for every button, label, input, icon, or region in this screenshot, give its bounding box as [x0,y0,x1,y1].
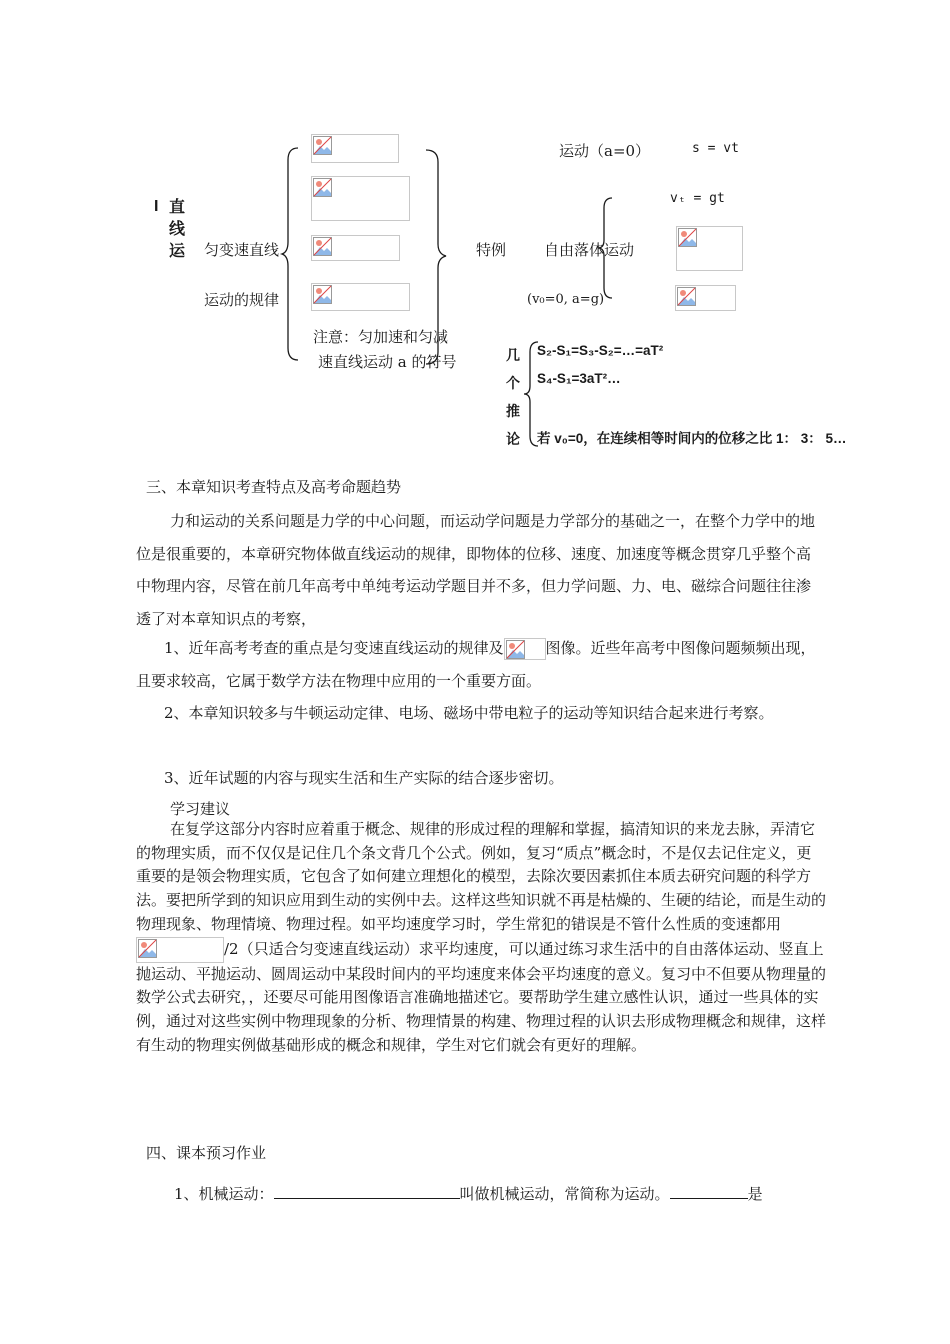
inference-2: S₄-S₁=3aT²… [537,371,621,386]
image-icon [677,287,696,306]
special-case-label: 特例 [476,241,507,259]
section3-paragraph-1: 力和运动的关系问题是力学的中心问题，而运动学问题是力学部分的基础之一，在整个力学中的地位是很重要的，本章研究物体做直线运动的规律，即物体的位移、速度、加速度等概念贯穿几乎整个高中物理内容，尽管在前几年高考中单纯考运动学题目并不多，但力学问题、力、电、磁综合问题往往渗透了对本章知识点的考察， [136,512,816,628]
left-label-1: 匀变速直线 [204,241,280,259]
image-icon [678,228,697,247]
image-icon [313,285,332,304]
graph-image [504,638,546,660]
section3-paragraph-4: 3、近年试题的内容与现实生活和生产实际的结合逐步密切。 [164,769,564,787]
image-icon [313,237,332,256]
title-marker: I [154,198,159,215]
image-icon [313,136,332,155]
left-label-2: 运动的规律 [204,291,280,309]
note-line-1: 注意：匀加速和匀减 [313,328,449,346]
formula-image [311,134,399,163]
free-fall-condition: (v₀=0, a=g) [527,292,605,307]
section3-p2-text-a: 1、近年高考考查的重点是匀变速直线运动的规律及 [164,639,504,657]
section3-paragraph-3: 2、本章知识较多与牛顿运动定律、电场、磁场中带电粒子的运动等知识结合起来进行考察。 [164,704,774,722]
inference-label: 几个推论 [506,348,520,448]
inference-3: 若 v₀=0，在连续相等时间内的位移之比 1： 3： 5… [537,431,847,446]
note-line-2: 速直线运动 a 的符号 [318,353,457,371]
free-fall-vt: vₜ = gt [670,191,725,206]
formula-image [676,226,743,271]
question-1 [174,1180,763,1204]
question-1-text-c: 是 [747,1185,763,1203]
formula-image [675,285,736,311]
question-1-text-a: 1、机械运动： [174,1185,274,1203]
inference-1: S₂-S₁=S₃-S₂=…=aT² [537,343,664,358]
formula-image [311,176,410,221]
study-text-b: /2（只适合匀变速直线运动）求平均速度，可以通过练习求生活中的自由落体运动、竖直上抛运动、平抛运动、圆周运动中某段时间内的平均速度来体会平均速度的意义。复习中不但要从物理量的数学公式去研究，，还要尽可能用图像语言准确地描述它。要帮助学生建立感性认识，通过一些具体的实例，通过对这些实例中物理现象的分析、物理情景的构建、物理过程的认识去形成物理概念和规律，这样有生动的物理实例做基础形成的概念和规律，学生对它们就会有更好的理解。 [136,939,827,1054]
section4-heading: 四、课本预习作业 [146,1144,267,1162]
section3-p2-text-b: 图像。近些年高考中图像问题频频出现，且要求较高，它属于数学方法在物理中应用的一个重要方面。 [136,639,816,690]
diagram-title: 直线运 [169,197,186,260]
image-icon [506,640,525,659]
image-icon [138,939,157,958]
left-brace [282,146,302,362]
right-brace [424,148,454,366]
answer-blank-1[interactable] [274,1180,460,1199]
formula-image [311,283,410,311]
section3-heading: 三、本章知识考查特点及高考命题趋势 [146,478,402,496]
image-icon [313,178,332,197]
free-fall-brace [596,196,616,300]
uniform-motion-label: 运动（a=0） [559,142,651,160]
uniform-formula: s = vt [692,141,739,156]
study-paragraph [136,818,826,1057]
question-1-text-b: 叫做机械运动，常简称为运动。 [459,1185,670,1203]
study-heading: 学习建议 [170,800,231,818]
section3-paragraph-2 [136,632,816,697]
answer-blank-2[interactable] [670,1180,748,1199]
study-text-a: 在复学这部分内容时应着重于概念、规律的形成过程的理解和掌握，搞清知识的来龙去脉，弄清它的物理实质，而不仅仅是记住几个条文背几个公式。例如，复习“质点”概念时，不是仅去记住定义，更重要的是领会物理实质，它包含了如何建立理想化的模型，去除次要因素抓住本质去研究问题的科学方法。要把所学到的知识应用到生动的实例中去。这样这些知识就不再是枯燥的、生硬的结论，而是生动的物理现象、物理情境、物理过程。如平均速度学习时，学生常犯的错误是不管什么性质的变速都用 [136,820,827,933]
formula-image [136,937,224,963]
formula-image [311,235,400,261]
free-fall-label: 自由落体运动 [544,241,635,259]
